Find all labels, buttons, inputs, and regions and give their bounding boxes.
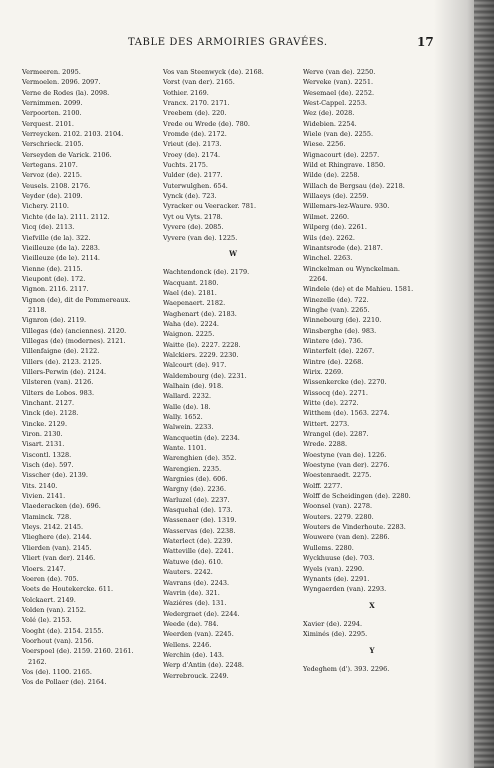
index-entry: Wirix. 2269. [303, 367, 344, 376]
index-entry: Woestenraedt. 2275. [303, 471, 372, 480]
index-entry: Vignon (de), dit de Pommereaux. [22, 295, 131, 304]
index-entry: Vermoelen. 2096. 2097. [22, 78, 101, 87]
index-entry: Winckelman ou Wynckelman. [303, 264, 400, 273]
index-entry: Villegas (de) (modernes). 2121. [22, 336, 126, 345]
index-entry: Verseyden de Varick. 2106. [22, 150, 112, 159]
index-entry: 2162. [28, 657, 47, 666]
index-entry: Viefville (de la). 322. [22, 233, 91, 242]
index-entry: Visart. 2131. [22, 440, 65, 449]
index-entry: Willemars-lez-Waure. 930. [303, 202, 390, 211]
index-entry: Verschrieck. 2105. [22, 140, 84, 149]
index-entry: Wavrin (de). 321. [163, 588, 220, 597]
index-entry: Willach de Bergsau (de). 2218. [303, 181, 405, 190]
index-entry: Wissocq (de). 2271. [303, 388, 368, 397]
page-header [0, 37, 494, 53]
index-entry: Vieilleuze (de la). 2283. [22, 243, 100, 252]
index-entry: Winsberghe (de). 983. [303, 326, 377, 335]
index-entry: Wasquehal (de). 173. [163, 506, 233, 515]
page-edge-binding [474, 0, 494, 768]
index-entry: Vrede ou Wrede (de). 780. [163, 119, 250, 128]
index-entry: Vieupont (de). 172. [22, 274, 86, 283]
index-entry: Vlierden (van). 2145. [22, 543, 92, 552]
index-entry: Wachtendonck (de). 2179. [163, 268, 250, 277]
index-entry: Warluzel (de). 2237. [163, 495, 230, 504]
index-entry: Winnebourg (de). 2210. [303, 316, 382, 325]
index-entry: Vromde (de). 2172. [163, 130, 227, 139]
index-entry: Wellens. 2246. [163, 640, 212, 649]
index-entry: Wignacourt (de). 2257. [303, 150, 380, 159]
index-entry: Vincke. 2129. [22, 419, 68, 428]
index-entry: Walcourt (de). 917. [163, 361, 227, 370]
index-entry: Watteville (de). 2241. [163, 547, 234, 556]
index-entry: Vreebem (de). 220. [163, 109, 227, 118]
index-entry: 2118. [28, 305, 47, 314]
index-entry: Volden (van). 2152. [22, 605, 86, 614]
index-entry: Werve (van de). 2250. [303, 68, 376, 76]
entry-list [303, 67, 453, 595]
index-entry: Waldembourg (de). 2231. [163, 371, 247, 380]
index-entry: Vieilleuze (de le). 2114. [22, 254, 100, 263]
index-entry: Wargny (de). 2236. [163, 485, 227, 494]
index-entry: Vlaminck. 728. [22, 512, 72, 521]
index-entry: Wrede. 2288. [303, 440, 348, 449]
index-entry: Vichte (de la). 2111. 2112. [22, 212, 110, 221]
index-entry: Wante. 1101. [163, 444, 207, 453]
index-entry: Warenghien (de). 352. [163, 454, 237, 463]
index-entry: Wintre (de). 2268. [303, 357, 364, 366]
index-entry: Wesemael (de). 2252. [303, 88, 375, 97]
index-entry: Vicq (de). 2113. [22, 223, 75, 232]
index-entry: Vermeeren. 2095. [22, 68, 81, 76]
index-entry: Yedeghem (d'). 393. 2296. [303, 664, 390, 673]
index-entry: Wallard. 2232. [163, 392, 212, 401]
index-entry: Xavier (de). 2294. [303, 619, 363, 628]
index-entry: 2264. [309, 274, 328, 283]
index-entry: Warengien. 2235. [163, 464, 222, 473]
index-entry: Witte (de). 2272. [303, 399, 359, 407]
index-entry: Wilmet. 2260. [303, 212, 350, 221]
index-entry: Ximinés (de). 2295. [303, 630, 368, 639]
index-entry: Voerspoel (de). 2159. 2160. 2161. [22, 647, 134, 656]
index-entry: Vichery. 2110. [22, 202, 69, 211]
index-entry: Wrangel (de). 2287. [303, 430, 369, 439]
index-entry: Vyvere (de). 2085. [163, 223, 224, 232]
index-entry: Wancquetin (de). 2234. [163, 433, 240, 442]
index-entry: Vliert (van der). 2146. [22, 554, 96, 563]
index-column-1 [22, 67, 172, 688]
index-entry: Wyngaerden (van). 2293. [303, 585, 387, 594]
index-entry: Werp d'Antin (de). 2248. [163, 661, 244, 670]
page-number: 17 [417, 35, 434, 49]
index-column-3 [303, 67, 453, 674]
index-entry: Wynants (de). 2291. [303, 574, 370, 583]
index-column-2 [163, 67, 313, 681]
index-entry: Vynck (de). 723. [163, 192, 217, 201]
index-entry: Vrancx. 2170. 2171. [163, 99, 230, 108]
index-entry: Winghe (van). 2265. [303, 305, 370, 314]
index-entry: Woestyne (van der). 2276. [303, 461, 390, 470]
index-entry: Voets de Houtekercke. 611. [22, 585, 114, 594]
index-entry: Waepenaert. 2182. [163, 299, 226, 308]
page-title: TABLE DES ARMOIRIES GRAVÉES. [128, 37, 328, 48]
index-entry: Witthem (de). 1563. 2274. [303, 409, 390, 418]
index-entry: Walckiers. 2229. 2230. [163, 350, 239, 359]
section-letter-y: Y [369, 645, 375, 655]
index-entry: Vooght (de). 2154. 2155. [22, 626, 104, 635]
index-entry: Vos de Pollaer (de). 2164. [22, 678, 107, 687]
index-entry: Vignon. 2116. 2117. [22, 285, 89, 294]
index-entry: Viscontl. 1328. [22, 450, 72, 459]
index-entry: Vuterwulghen. 654. [163, 181, 228, 190]
index-entry: Waghenart (de). 2183. [163, 309, 237, 318]
index-entry: Wyckhuuse (de). 703. [303, 554, 375, 563]
index-entry: Vignron (de). 2119. [22, 316, 87, 325]
index-entry: Waterlect (de). 2239. [163, 537, 233, 546]
index-entry: Villenfaigne (de). 2122. [22, 347, 100, 356]
index-entry: Verreycken. 2102. 2103. 2104. [22, 130, 124, 139]
index-entry: Vertegans. 2107. [22, 161, 78, 170]
entry-list [163, 267, 313, 681]
index-entry: Waitte (le). 2227. 2228. [163, 340, 241, 349]
index-entry: Wouwere (van den). 2286. [303, 533, 390, 542]
index-entry: Vothier. 2169. [163, 88, 209, 97]
index-entry: Vlieghere (de). 2144. [22, 533, 92, 542]
index-entry: Wauters. 2242. [163, 568, 213, 577]
index-entry: Walle (de). 18. [163, 402, 211, 411]
index-entry: Watuwe (de). 610. [163, 557, 223, 566]
index-entry: Vrieut (de). 2173. [163, 140, 222, 149]
index-entry: Voorhout (van). 2156. [22, 636, 94, 645]
section-letter-x: X [369, 600, 375, 610]
index-entry: Vits. 2140. [22, 481, 58, 490]
index-entry: Vroey (de). 2174. [163, 150, 221, 159]
index-entry: Verpoorten. 2100. [22, 109, 82, 118]
index-entry: Viron. 2130. [22, 430, 63, 439]
index-entry: Veusels. 2108. 2176. [22, 181, 91, 190]
index-entry: Wissenkercke (de). 2270. [303, 378, 387, 387]
index-entry: Wael (de). 2181. [163, 288, 217, 297]
index-entry: Wolff. 2277. [303, 481, 343, 490]
index-entry: Vinchant. 2127. [22, 399, 75, 407]
index-entry: Woonsel (van). 2278. [303, 502, 373, 511]
index-entry: Wyels (van). 2290. [303, 564, 365, 573]
index-entry: Vulder (de). 2177. [163, 171, 223, 180]
index-entry: Vienne (de). 2115. [22, 264, 83, 273]
index-entry: Vinck (de). 2128. [22, 409, 79, 418]
index-entry: Visch (de). 597. [22, 461, 74, 470]
index-entry: Volckaert. 2149. [22, 595, 76, 604]
index-entry: Vivien. 2141. [22, 492, 66, 501]
index-entry: Vilsteren (van). 2126. [22, 378, 94, 387]
index-entry: Wilperg (de). 2261. [303, 223, 367, 232]
index-entry: Wargnies (de). 606. [163, 475, 228, 484]
index-entry: Vuchts. 2175. [163, 161, 208, 170]
index-entry: Villers-Perwin (de). 2124. [22, 367, 107, 376]
index-entry: Walhain (de). 918. [163, 381, 224, 390]
index-entry: Wedergraet (de). 2244. [163, 609, 240, 618]
index-entry: Wasservas (de). 2238. [163, 526, 236, 535]
index-entry: Winantsrode (de). 2187. [303, 243, 383, 252]
index-entry: Wacquant. 2180. [163, 278, 219, 287]
index-entry: Weerden (van). 2245. [163, 630, 234, 639]
index-entry: Widebien. 2254. [303, 119, 357, 128]
index-entry: Wiele (van de). 2255. [303, 130, 374, 139]
index-entry: Wouters de Vinderhoute. 2283. [303, 523, 406, 532]
index-entry: Wittert. 2273. [303, 419, 350, 428]
index-entry: Villers (de). 2123. 2125. [22, 357, 102, 366]
index-entry: Vorst (van der). 2165. [163, 78, 235, 87]
index-entry: Wouters. 2279. 2280. [303, 512, 374, 521]
index-entry: Vlaederacken (de). 696. [22, 502, 101, 511]
index-entry: Waha (de). 2224. [163, 319, 219, 328]
index-entry: Vos (de). 1100. 2165. [22, 667, 92, 676]
index-entry: Wally. 1652. [163, 413, 203, 421]
index-entry: Wullems. 2280. [303, 543, 354, 552]
index-entry: Willaeys (de). 2259. [303, 192, 369, 201]
index-entry: Vyt ou Vyts. 2178. [163, 212, 223, 221]
index-entry: Werrebrouck. 2249. [163, 671, 229, 680]
index-entry: Verne de Rodes (la). 2098. [22, 88, 110, 97]
index-entry: Verquest. 2101. [22, 119, 74, 128]
entry-list [303, 619, 453, 640]
index-entry: Villegas (de) (anciennes). 2120. [22, 326, 127, 335]
index-entry: Weede (de). 784. [163, 619, 219, 628]
index-entry: Wolff de Scheidingen (de). 2280. [303, 492, 411, 501]
index-entry: Wassenaer (de). 1319. [163, 516, 237, 525]
index-entry: Waignon. 2225. [163, 330, 215, 339]
index-entry: Winezelle (de). 722. [303, 295, 369, 304]
index-entry: Wintere (de). 736. [303, 336, 363, 345]
index-entry: West-Cappel. 2253. [303, 99, 367, 108]
index-entry: Vloers. 2147. [22, 564, 66, 573]
index-entry: Wavrans (de). 2243. [163, 578, 230, 587]
index-entry: Vyvere (van de). 1225. [163, 233, 238, 242]
section-letter-w: W [229, 248, 237, 258]
entry-list [163, 67, 313, 243]
index-entry: Windele (de) et de Mahieu. 1581. [303, 285, 414, 294]
index-entry: Werchin (de). 143. [163, 650, 224, 659]
index-entry: Visscher (de). 2139. [22, 471, 88, 480]
index-entry: Wild et Rhingrave. 1850. [303, 161, 386, 170]
index-entry: Voeren (de). 705. [22, 574, 79, 583]
index-entry: Werveke (van). 2251. [303, 78, 374, 87]
index-entry: Wilde (de). 2258. [303, 171, 360, 180]
index-entry: Winterfelt (de). 2267. [303, 347, 375, 356]
index-entry: Vyracker ou Veeracker. 781. [163, 202, 257, 211]
index-entry: Volé (le). 2153. [22, 616, 72, 625]
index-entry: Wiese. 2256. [303, 140, 346, 149]
index-entry: Veyder (de). 2109. [22, 192, 83, 201]
index-entry: Vilters de Lobos. 983. [22, 388, 95, 397]
index-entry: Vleys. 2142. 2145. [22, 523, 84, 532]
index-entry: Woestyne (van de). 1226. [303, 450, 387, 459]
index-entry: Vernimmen. 2099. [22, 99, 83, 108]
index-entry: Wez (de). 2028. [303, 109, 355, 118]
index-entry: Walwein. 2233. [163, 423, 214, 432]
index-entry: Wils (de). 2262. [303, 233, 355, 242]
index-entry: Vos van Steenwyck (de). 2168. [163, 68, 264, 76]
index-entry: Vervoz (de). 2215. [22, 171, 82, 180]
index-entry: Waziéres (de). 131. [163, 599, 227, 608]
entry-list [303, 664, 453, 674]
index-entry: Winchel. 2263. [303, 254, 353, 263]
